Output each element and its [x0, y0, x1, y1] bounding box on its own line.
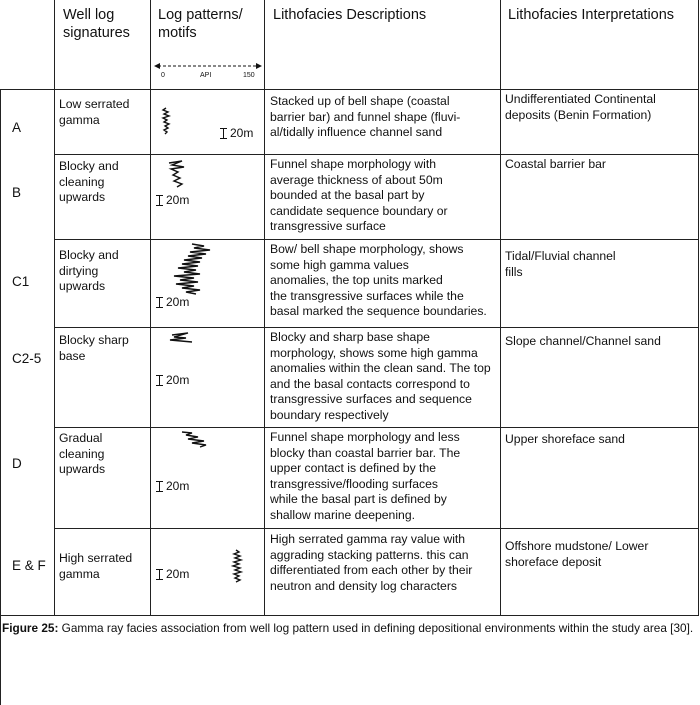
api-min: 0: [161, 72, 165, 79]
row-description: Funnel shape morphology with average thickness of about 50m bounded at the basal part by candidate sequence boundary or transgressive surface: [270, 157, 448, 234]
log-motif-funnel: [168, 161, 190, 187]
row-description: Stacked up of bell shape (coastal barrier bar) and funnel shape (fluvi- al/tidally influence channel sand: [270, 94, 461, 140]
header-descriptions: Lithofacies Descriptions: [273, 7, 427, 23]
row-code: C2-5: [12, 351, 42, 366]
row-description: Bow/ bell shape morphology, shows some high gamma values anomalies, the top units marked the transgressive surfaces while the basal marked the sequence boundaries.: [270, 242, 487, 319]
log-motif-sharp-base: [168, 333, 194, 345]
api-max: 150: [243, 72, 255, 79]
row-signature: Gradual cleaning upwards: [59, 431, 106, 477]
row-code: C1: [12, 274, 30, 289]
log-motif-bell: [170, 244, 214, 294]
row-description: Funnel shape morphology and less blocky than coastal barrier bar. The upper contact is defined by the transgressive/flooding surfaces while the basal part is defined by shallow marine deepening.: [270, 430, 461, 522]
row-divider: [54, 154, 699, 155]
row-interpretation: Coastal barrier bar: [505, 157, 606, 171]
row-divider: [54, 239, 699, 240]
row-signature: High serrated gamma: [59, 551, 133, 581]
log-motif-high-serrated: [230, 550, 244, 582]
header-signatures: Well log signatures: [63, 7, 130, 41]
row-signature: Blocky and cleaning upwards: [59, 159, 119, 205]
row-code: E & F: [12, 558, 46, 573]
col-divider: [54, 0, 55, 616]
row-signature: Blocky sharp base: [59, 333, 129, 363]
api-label: API: [200, 72, 212, 79]
col-divider: [150, 0, 151, 616]
row-code: D: [12, 456, 22, 471]
col-divider: [264, 0, 265, 616]
row-code: B: [12, 185, 22, 200]
figure-caption: [2, 621, 698, 636]
row-interpretation: Upper shoreface sand: [505, 432, 625, 446]
row-description: Blocky and sharp base shape morphology, shows some high gamma anomalies within the clean sand. The top and the basal contacts correspond to transgressive surfaces and sequence boundary respectively: [270, 330, 491, 422]
row-interpretation: Undifferentiated Continental deposits (Benin Formation): [505, 92, 656, 122]
col-divider: [698, 0, 699, 616]
row-interpretation: Tidal/Fluvial channel fills: [505, 249, 616, 279]
col-divider: [0, 89, 1, 705]
row-divider: [0, 615, 699, 616]
row-signature: Blocky and dirtying upwards: [59, 248, 119, 294]
caption-label: Figure 25:: [2, 621, 59, 635]
row-code: A: [12, 120, 22, 135]
log-motif-low-serrated: [160, 108, 174, 134]
facies-table: Well log signatures Log patterns/ motifs Lithofacies Descriptions Lithofacies Interpretations 0 API 150 A B C1 C2-5 D E & F Low serrated gamma Blocky and cleaning upwards Blocky and dirtying upwards Blocky sharp base Gradual cleaning upwards High serrated gamma 20m 20m 20m 20m 20m 20m Stacked up of bell shape (coastal barrier bar) and funnel shape (fluvi- al/tidally influence channel sand Funnel shape morphology with average thickness of about 50m bounded at the basal part by candidate sequence boundary or transgressive surface Bow/ bell shape morphology, shows some high gamma values anomalies, the top units marked the transgressive surfaces while the basal marked the sequence boundaries. Blocky and sharp base shape morphology, shows some high gamma anomalies within the clean sand. The top and the basal contacts correspond to transgressive surfaces and sequence boundary respectively Funnel shape morphology and less blocky than coastal barrier bar. The upper contact is defined by the transgressive/flooding surfaces while the basal part is defined by shallow marine deepening. High serrated gamma ray value with aggrading stacking patterns. this can differentiated from each other by their neutron and density log characters Undifferentiated Continental deposits (Benin Formation) Coastal barrier bar Tidal/Fluvial channel fills Slope channel/Channel sand Upper shoreface sand Offshore mudstone/ Lower shoreface deposit: [0, 0, 700, 616]
row-divider: [54, 327, 699, 328]
row-divider: [54, 528, 699, 529]
row-interpretation: Offshore mudstone/ Lower shoreface deposit: [505, 539, 649, 569]
header-interpretations: Lithofacies Interpretations: [508, 7, 675, 23]
row-description: High serrated gamma ray value with aggrading stacking patterns. this can differentiated from each other by their neutron and density log characters: [270, 532, 473, 593]
log-motif-gradual: [180, 432, 210, 448]
row-divider: [54, 427, 699, 428]
header-patterns: Log patterns/ motifs: [158, 7, 243, 41]
row-signature: Low serrated gamma: [59, 97, 130, 127]
col-divider: [500, 0, 501, 616]
row-interpretation: Slope channel/Channel sand: [505, 334, 661, 348]
row-divider: [0, 89, 699, 90]
caption-text: Gamma ray facies association from well log pattern used in defining depositional environments within the study area [30].: [58, 621, 694, 635]
api-scale-arrow: [154, 62, 264, 70]
